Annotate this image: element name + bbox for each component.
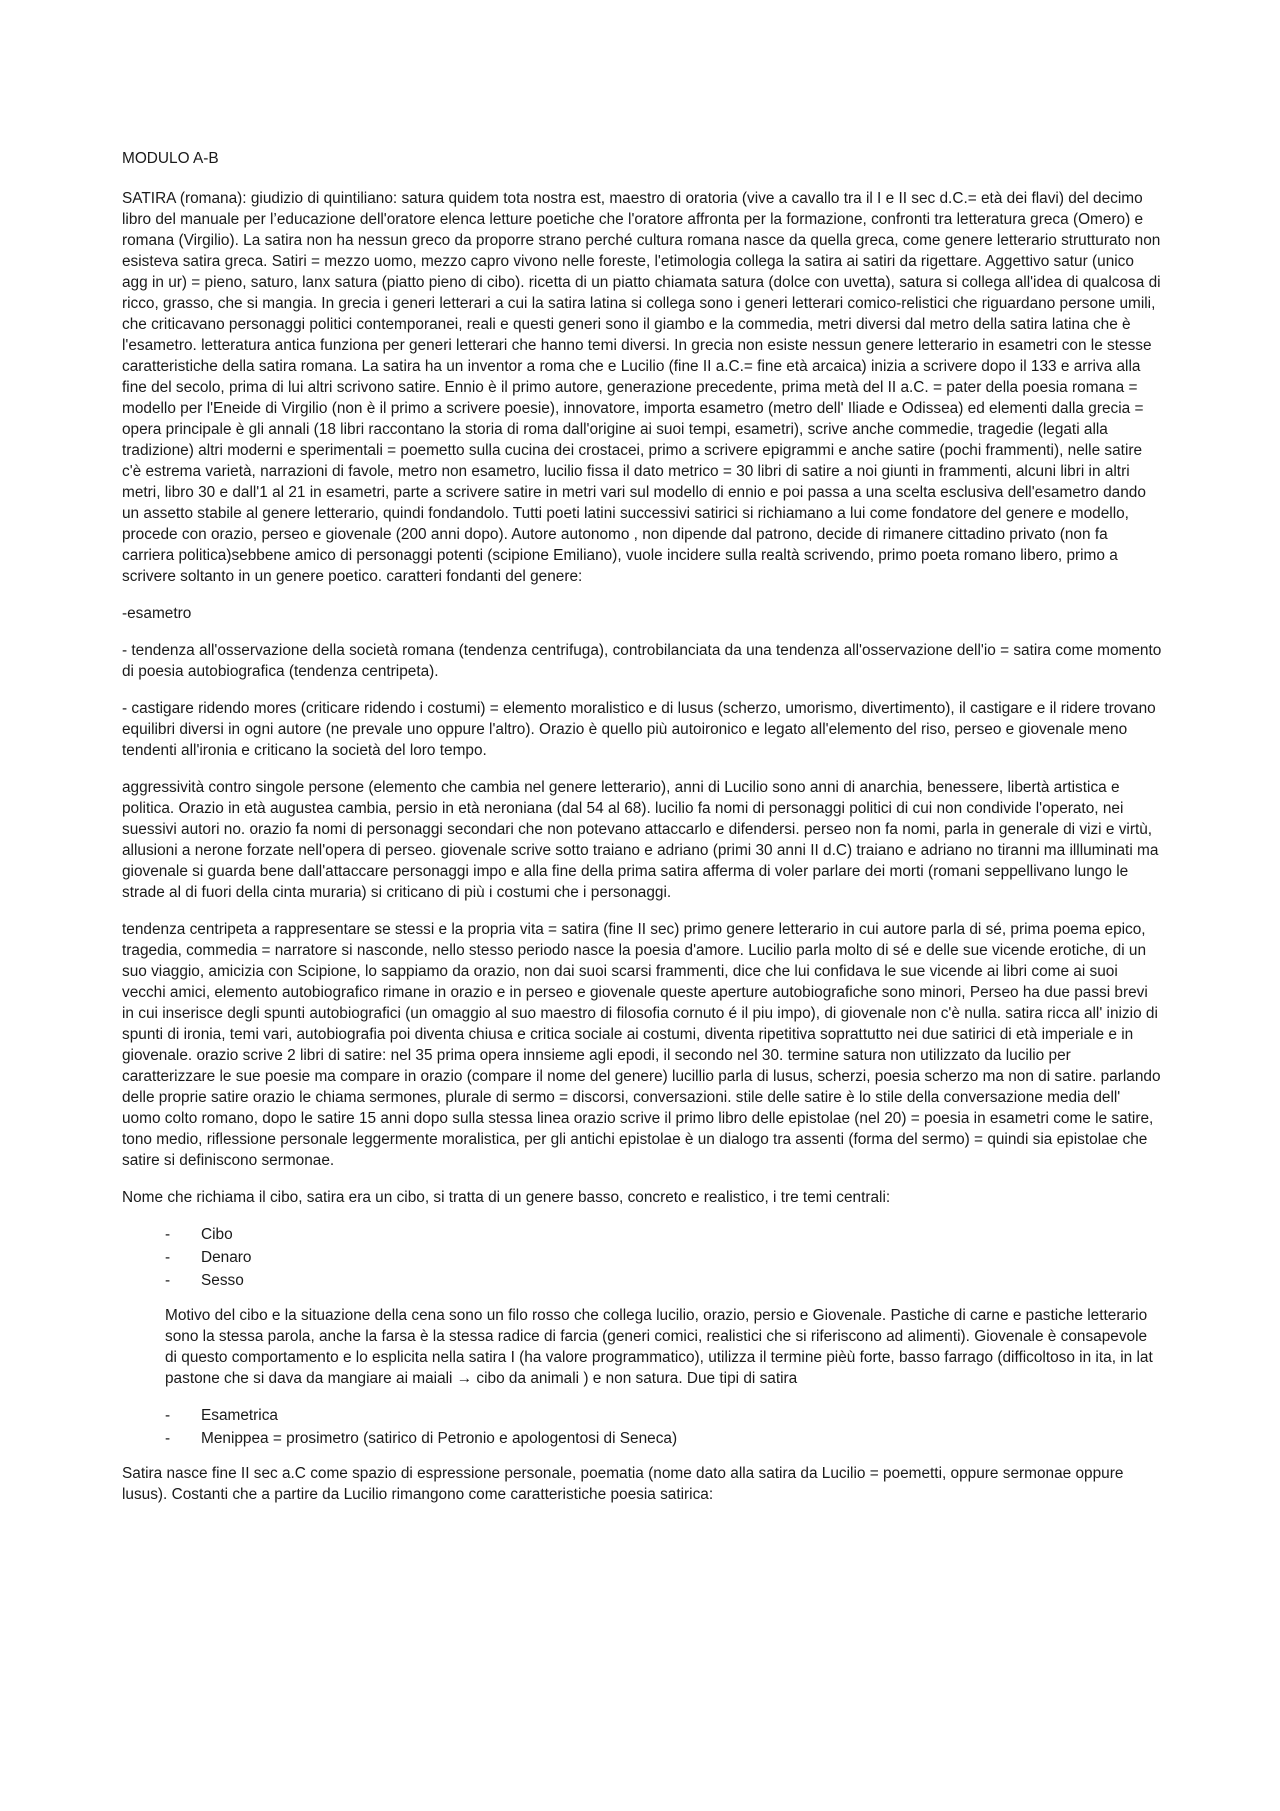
document-page [122, 148, 1162, 1521]
document-title: MODULO A-B [122, 150, 219, 167]
arrow-right-icon: → [456, 1370, 473, 1387]
paragraph-aggressivita: aggressività contro singole persone (elemento che cambia nel genere letterario), anni di Lucilio sono anni di anarchia, benessere, libertà artistica e politica. Orazio in età augustea cambia, persio in età neroniana (dal 54 al 68). lucilio fa nomi di personaggi politici di cui non condivide l'operato, nei suessivi autori no. orazio fa nomi di personaggi secondari che non potevano attaccarlo e difendersi. perseo non fa nomi, parla in generale di vizi e virtù, allusioni a nerone forzate nell'opera di perseo. giovenale scrive sotto traiano e adriano (primi 30 anni II d.C) traiano e adriano no tiranni ma illluminati ma giovenale si guarda bene dall'attaccare personaggi impo e alla fine della prima satira afferma di voler parlare dei morti (romani seppellivano lungo le strade al di fuori della cinta muraria) si criticano di più i costumi che i personaggi. [122, 779, 1159, 901]
themes-list [122, 1224, 1162, 1291]
paragraph-temi: Nome che richiama il cibo, satira era un cibo, si tratta di un genere basso, concreto e realistico, i tre temi centrali: [122, 1189, 891, 1206]
paragraph-castigare: - castigare ridendo mores (criticare ridendo i costumi) = elemento moralistico e di lusus (scherzo, umorismo, divertimento), il castigare e il ridere trovano equilibri diversi in ogni autore (ne prevale uno oppure l'altro). Orazio è quello più autoironico e legato all'elemento del riso, perseo e giovenale meno tendenti all'ironia e criticano la società del loro tempo. [122, 700, 1156, 759]
paragraph-costanti: Satira nasce fine II sec a.C come spazio di espressione personale, poematia (nome dato alla satira da Lucilio = poemetti, oppure sermonae oppure lusus). Costanti che a partire da Lucilio rimangono come caratteristiche poesia satirica: [122, 1465, 1124, 1503]
paragraph-cibo-text-1: Motivo del cibo e la situazione della cena sono un filo rosso che collega lucilio, orazio, persio e Giovenale. Pastiche di carne e pastiche letterario sono la stessa parola, anche la farsa è la stessa radice di farcia (generi comici, realistici che si riferiscono ad alimenti). Giovenale è consapevole di questo comportamento e lo esplicita nella satira I (ha valore programmatico), utilizza il termine pièù forte, basso farrago (difficoltoso in ita, in lat pastone che si dava da mangiare ai maiali [165, 1307, 1153, 1387]
paragraph-satira-intro: SATIRA (romana): giudizio di quintiliano: satura quidem tota nostra est, maestro di oratoria (vive a cavallo tra il I e II sec d.C.= età dei flavi) del decimo libro del manuale per l’educazione dell'oratore elenca letture poetiche che l'oratore affronta per la formazione, confronti tra letteratura greca (Omero) e romana (Virgilio). La satira non ha nessun greco da proporre strano perché cultura romana nasce da quella greca, come genere letterario strutturato non esisteva satira greca. Satiri = mezzo uomo, mezzo capro vivono nelle foreste, l'etimologia collega la satira ai satiri da rigettare. Aggettivo satur (unico agg in ur) = pieno, saturo, lanx satura (piatto pieno di cibo). ricetta di un piatto chiamata satura (dolce con uvetta), satura si collega all'idea di qualcosa di ricco, grasso, che si mangia. In grecia i generi letterari a cui la satira latina si collega sono i generi letterari comico-relistici che riguardano persone umili, che criticavano personaggi politici contemporanei, reali e questi generi sono il giambo e la commedia, metri diversi dal metro della satira latina che è l'esametro. letteratura antica funziona per generi letterari che hanno temi diversi. In grecia non esiste nessun genere letterario in esametri con le stesse caratteristiche della satira romana. La satira ha un inventor a roma che e Lucilio (fine II a.C.= fine età arcaica) inizia a scrivere dopo il 133 e arriva alla fine del secolo, prima di lui altri scrivono satire. Ennio è il primo autore, generazione precedente, prima metà del II a.C. = pater della poesia romana = modello per l'Eneide di Virgilio (non è il primo a scrivere poesie), innovatore, importa esametro (metro dell' Iliade e Odissea) ed elementi dalla grecia = opera principale è gli annali (18 libri raccontano la storia di roma dall'origine ai suoi tempi, esametri), scrive anche commedie, tragedie (legati alla tradizione) altri moderni e sperimentali = poemetto sulla cucina dei crostacei, primo a scrivere epigrammi e anche satire (pochi frammenti), nelle satire c'è estrema varietà, narrazioni di favole, metro non esametro, lucilio fissa il dato metrico = 30 libri di satire a noi giunti in frammenti, alcuni libri in altri metri, libro 30 e dall'1 al 21 in esametri, parte a scrivere satire in metri vari sul modello di ennio e poi passa a una scelta esclusiva dell'esametro dando un assetto stabile al genere letterario, quindi fondandolo. Tutti poeti latini successivi satirici si richiamano a lui come fondatore del genere e modello, procede con orazio, perseo e giovenale (200 anni dopo). Autore autonomo , non dipende dal patrono, decide di rimanere cittadino privato (non fa carriera politica)sebbene amico di personaggi potenti (scipione Emiliano), vuole incidere sulla realtà scrivendo, primo poeta romano libero, primo a scrivere soltanto in un genere poetico. caratteri fondanti del genere: [122, 190, 1161, 585]
list-item: - Sesso [165, 1270, 1162, 1291]
satire-types-list [122, 1405, 1162, 1449]
list-item: - Esametrica [165, 1405, 1162, 1426]
paragraph-centripeta: tendenza centripeta a rappresentare se stessi e la propria vita = satira (fine II sec) primo genere letterario in cui autore parla di sé, prima poema epico, tragedia, commedia = narratore si nasconde, nello stesso periodo nasce la poesia d'amore. Lucilio parla molto di sé e delle sue vicende erotiche, di un suo viaggio, amicizia con Scipione, lo sappiamo da orazio, non dai suoi scarsi frammenti, dice che lui confidava le sue vicende ai libri come ai suoi vecchi amici, elemento autobiografico rimane in orazio e in perseo e giovenale queste aperture autobiografiche sono minori, Perseo ha due passi brevi in cui inserisce degli spunti autobiografici (un omaggio al suo maestro di filosofia cornuto é il piu impo), di giovenale non c'è nulla. satira ricca all' inizio di spunti di ironia, temi vari, autobiografia poi diventa chiusa e critica sociale ai costumi, diventa ripetitiva soprattutto nei due satirici di età imperiale e in giovenale. orazio scrive 2 libri di satire: nel 35 prima opera innsieme agli epodi, il secondo nel 30. termine satura non utilizzato da lucilio per caratterizzare le sue poesie ma compare in orazio (compare il nome del genere) lucillio parla di lusus, scherzi, poesia scherzo ma non di satire. parlando delle proprie satire orazio le chiama sermones, plurale di sermo = discorsi, conversazioni. stile delle satire è lo stile della conversazione media dell' uomo colto romano, dopo le satire 15 anni dopo sulla stessa linea orazio scrive il primo libro delle epistolae (nel 20) = poesia in esametri come le satire, tono medio, riflessione personale leggermente moralistica, per gli antichi epistolae è un dialogo tra assenti (forma del sermo) = quindi sia epistolae che satire si definiscono sermonae. [122, 921, 1161, 1169]
list-item: - Denaro [165, 1247, 1162, 1268]
list-item: - Cibo [165, 1224, 1162, 1245]
paragraph-tendenza: - tendenza all'osservazione della società romana (tendenza centrifuga), controbilanciata da una tendenza all'osservazione dell'io = satira come momento di poesia autobiografica (tendenza centripeta). [122, 642, 1162, 680]
paragraph-cibo [122, 1305, 1162, 1389]
paragraph-cibo-text-2: cibo da animali ) e non satura. Due tipi di satira [476, 1370, 798, 1387]
list-item: - Menippea = prosimetro (satirico di Petronio e apologentosi di Seneca) [165, 1428, 1162, 1449]
paragraph-esametro: -esametro [122, 605, 192, 622]
